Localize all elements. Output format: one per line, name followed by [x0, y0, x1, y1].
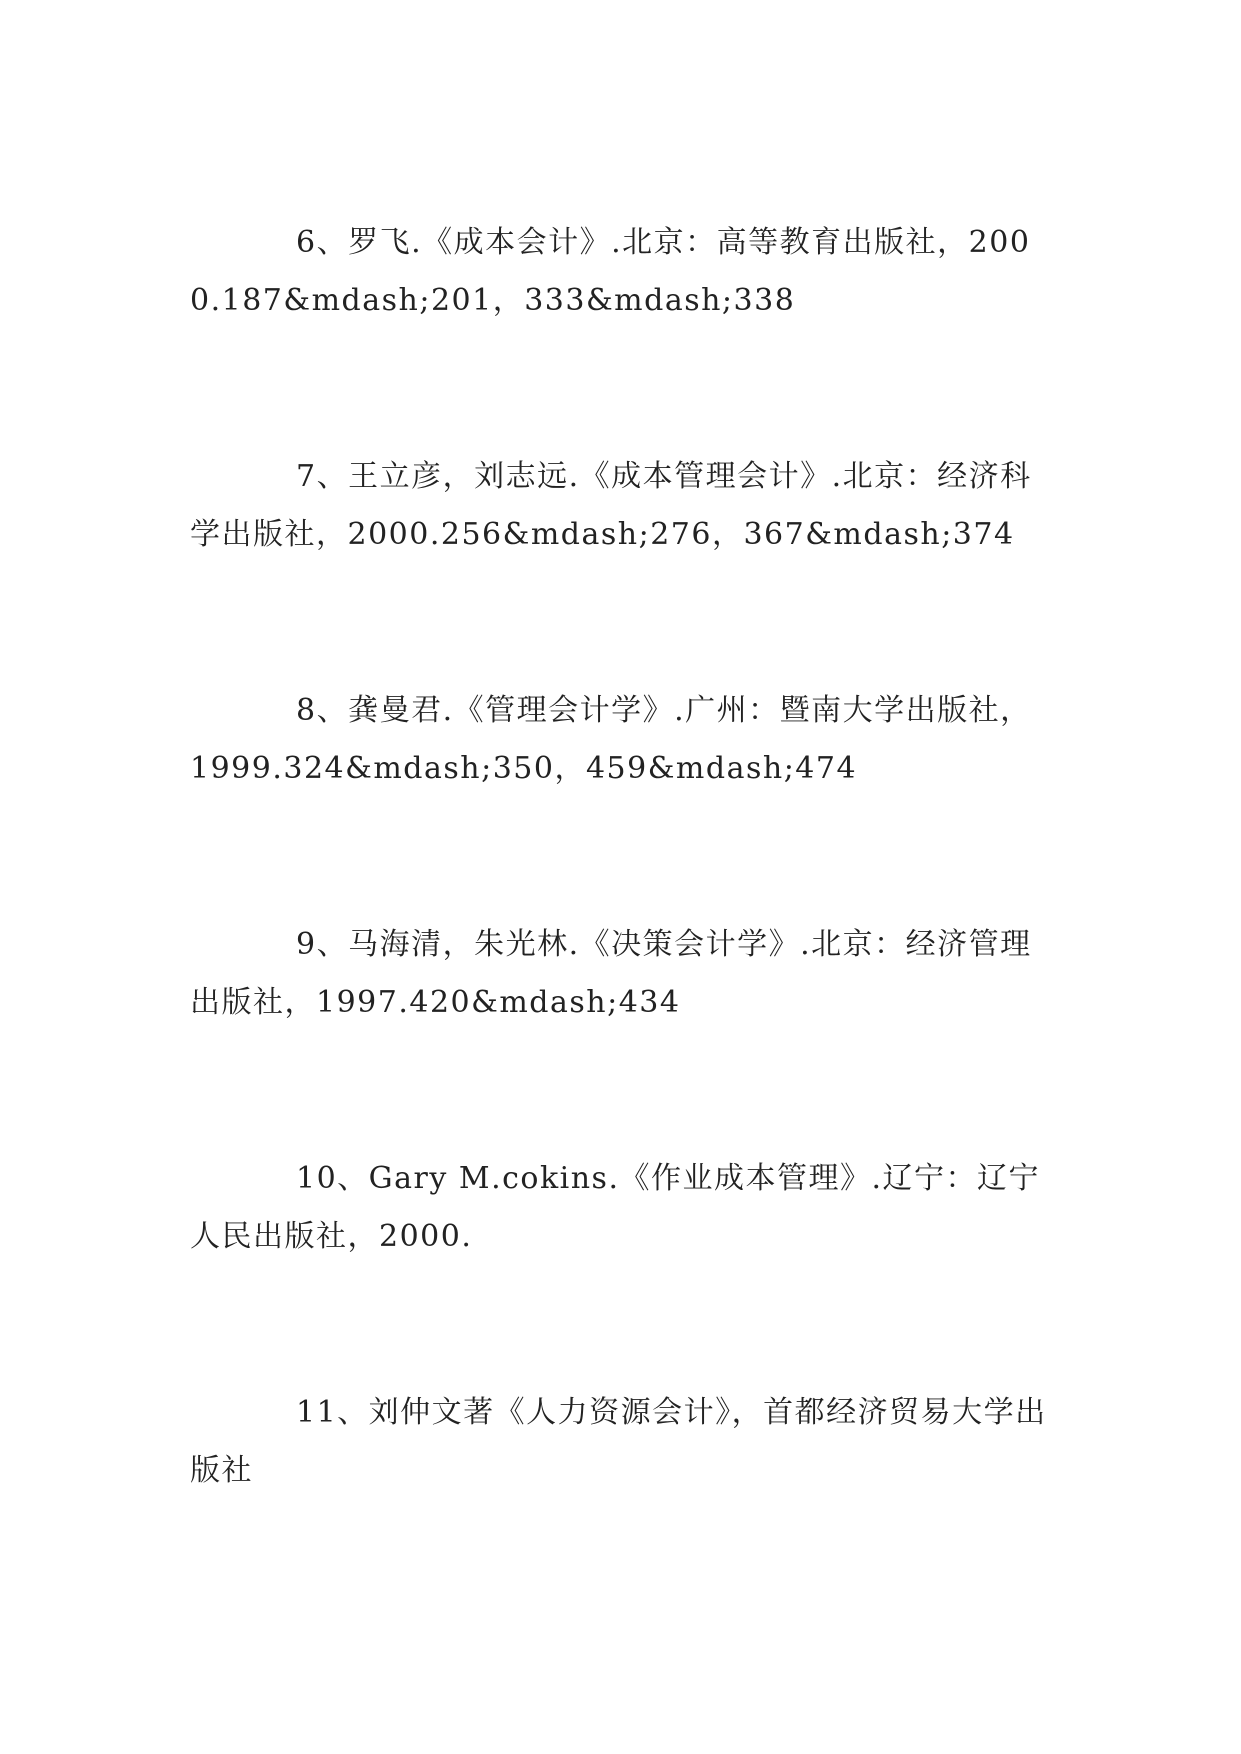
reference-item-7: 7、王立彦，刘志远.《成本管理会计》.北京：经济科学出版社，2000.256&mdash;276，367&mdash;374 [190, 459, 1032, 552]
reference-item-6: 6、罗飞.《成本会计》.北京：高等教育出版社，2000.187&mdash;201，333&mdash;338 [190, 225, 1031, 318]
reference-item-11: 11、刘仲文著《人力资源会计》，首都经济贸易大学出版社 [190, 1395, 1047, 1488]
reference-item-10: 10、Gary M.cokins.《作业成本管理》.辽宁：辽宁人民出版社，2000. [190, 1161, 1041, 1254]
reference-item-8: 8、龚曼君.《管理会计学》.广州：暨南大学出版社，1999.324&mdash;350，459&mdash;474 [190, 693, 1032, 786]
reference-item-9: 9、马海清，朱光林.《决策会计学》.北京：经济管理出版社，1997.420&mdash;434 [190, 927, 1032, 1020]
